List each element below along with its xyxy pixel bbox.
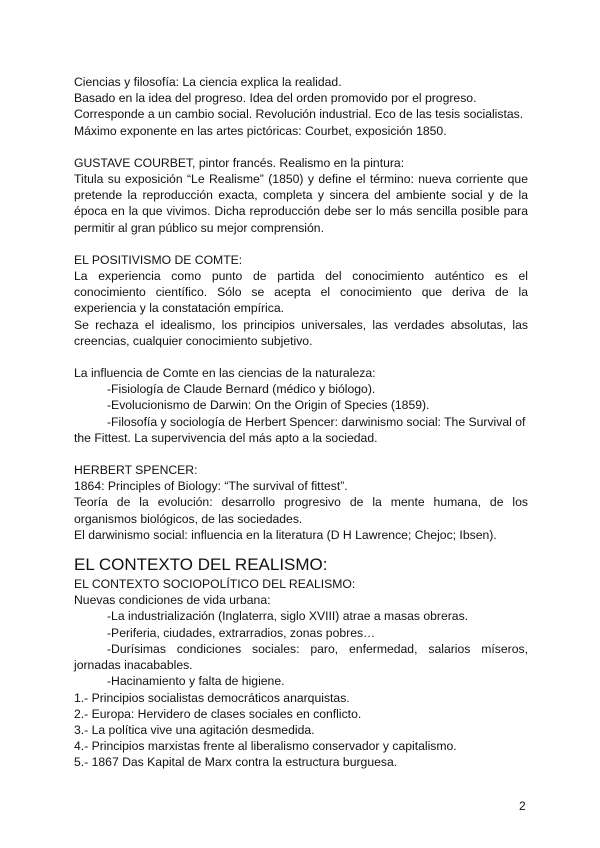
influencia-item: -Fisiología de Claude Bernard (médico y biólogo). — [107, 382, 376, 397]
positivismo-paragraph-2: Se rechaza el idealismo, los principios universales, las verdades absolutas, las creencias, cualquier conocimiento subjetivo. — [74, 317, 528, 348]
positivismo-heading: EL POSITIVISMO DE COMTE: — [74, 252, 243, 267]
page-number: 2 — [519, 799, 526, 813]
document-page — [74, 74, 528, 771]
numbered-item: 1.- Principios socialistas democráticos anarquistas. — [74, 690, 350, 705]
spencer-line: El darwinismo social: influencia en la literatura (D H Lawrence; Chejoc; Ibsen). — [74, 527, 497, 542]
influencia-item: -Evolucionismo de Darwin: On the Origin of Species (1859). — [107, 398, 430, 413]
positivismo-paragraph-1: La experiencia como punto de partida del conocimiento auténtico es el conocimiento científico. Sólo se acepta el conocimiento que deriva de la experiencia y la constatación empírica. — [74, 269, 528, 316]
spencer-line: 1864: Principles of Biology: “The survival of fittest”. — [74, 479, 348, 494]
influencia-item: -Filosofía y sociología de Herbert Spencer: darwinismo social: The Survival of — [107, 414, 526, 429]
intro-line: Basado en la idea del progreso. Idea del orden promovido por el progreso. — [74, 91, 477, 106]
spencer-section — [74, 462, 528, 543]
contexto-subtitle: EL CONTEXTO SOCIOPOLÍTICO DEL REALISMO: — [74, 577, 356, 592]
numbered-item: 2.- Europa: Hervidero de clases sociales en conflicto. — [74, 706, 362, 721]
intro-line: Máximo exponente en las artes pictóricas: Courbet, exposición 1850. — [74, 123, 447, 138]
contexto-item: -Hacinamiento y falta de higiene. — [107, 674, 285, 689]
influencia-section — [74, 365, 528, 446]
contexto-section — [74, 555, 528, 770]
courbet-paragraph: Titula su exposición “Le Realisme” (1850) y define el término: nueva corriente que pretende la reproducción exacta, completa y sincera del ambiente social y de la época en la que vivimos. Dicha reproducción debe ser lo más sencilla posible para permitir al gran público su mejor comprensión. — [74, 172, 528, 235]
positivismo-section — [74, 252, 528, 349]
contexto-item: -Durísimas condiciones sociales: paro, enfermedad, salarios míseros, jornadas inacabables. — [74, 641, 528, 673]
intro-line: Ciencias y filosofía: La ciencia explica la realidad. — [74, 75, 342, 89]
spencer-heading: HERBERT SPENCER: — [74, 463, 198, 478]
contexto-title: EL CONTEXTO DEL REALISMO: — [74, 555, 328, 575]
influencia-heading: La influencia de Comte en las ciencias de la naturaleza: — [74, 366, 376, 381]
contexto-item: -La industrialización (Inglaterra, siglo XVIII) atrae a masas obreras. — [107, 609, 469, 624]
courbet-section — [74, 155, 528, 236]
numbered-item: 5.- 1867 Das Kapital de Marx contra la estructura burguesa. — [74, 755, 398, 770]
numbered-item: 3.- La política vive una agitación desmedida. — [74, 722, 315, 737]
intro-block — [74, 74, 528, 139]
contexto-intro: Nuevas condiciones de vida urbana: — [74, 593, 271, 608]
spencer-paragraph: Teoría de la evolución: desarrollo progresivo de la mente humana, de los organismos biológicos, de las sociedades. — [74, 495, 528, 526]
intro-line: Corresponde a un cambio social. Revolución industrial. Eco de las tesis socialistas. — [74, 107, 524, 122]
courbet-heading: GUSTAVE COURBET, pintor francés. Realismo en la pintura: — [74, 155, 405, 170]
contexto-item: -Periferia, ciudades, extrarradios, zonas pobres… — [107, 625, 376, 640]
numbered-item: 4.- Principios marxistas frente al liberalismo conservador y capitalismo. — [74, 739, 457, 754]
influencia-item-continuation: the Fittest. La supervivencia del más apto a la sociedad. — [74, 430, 378, 445]
